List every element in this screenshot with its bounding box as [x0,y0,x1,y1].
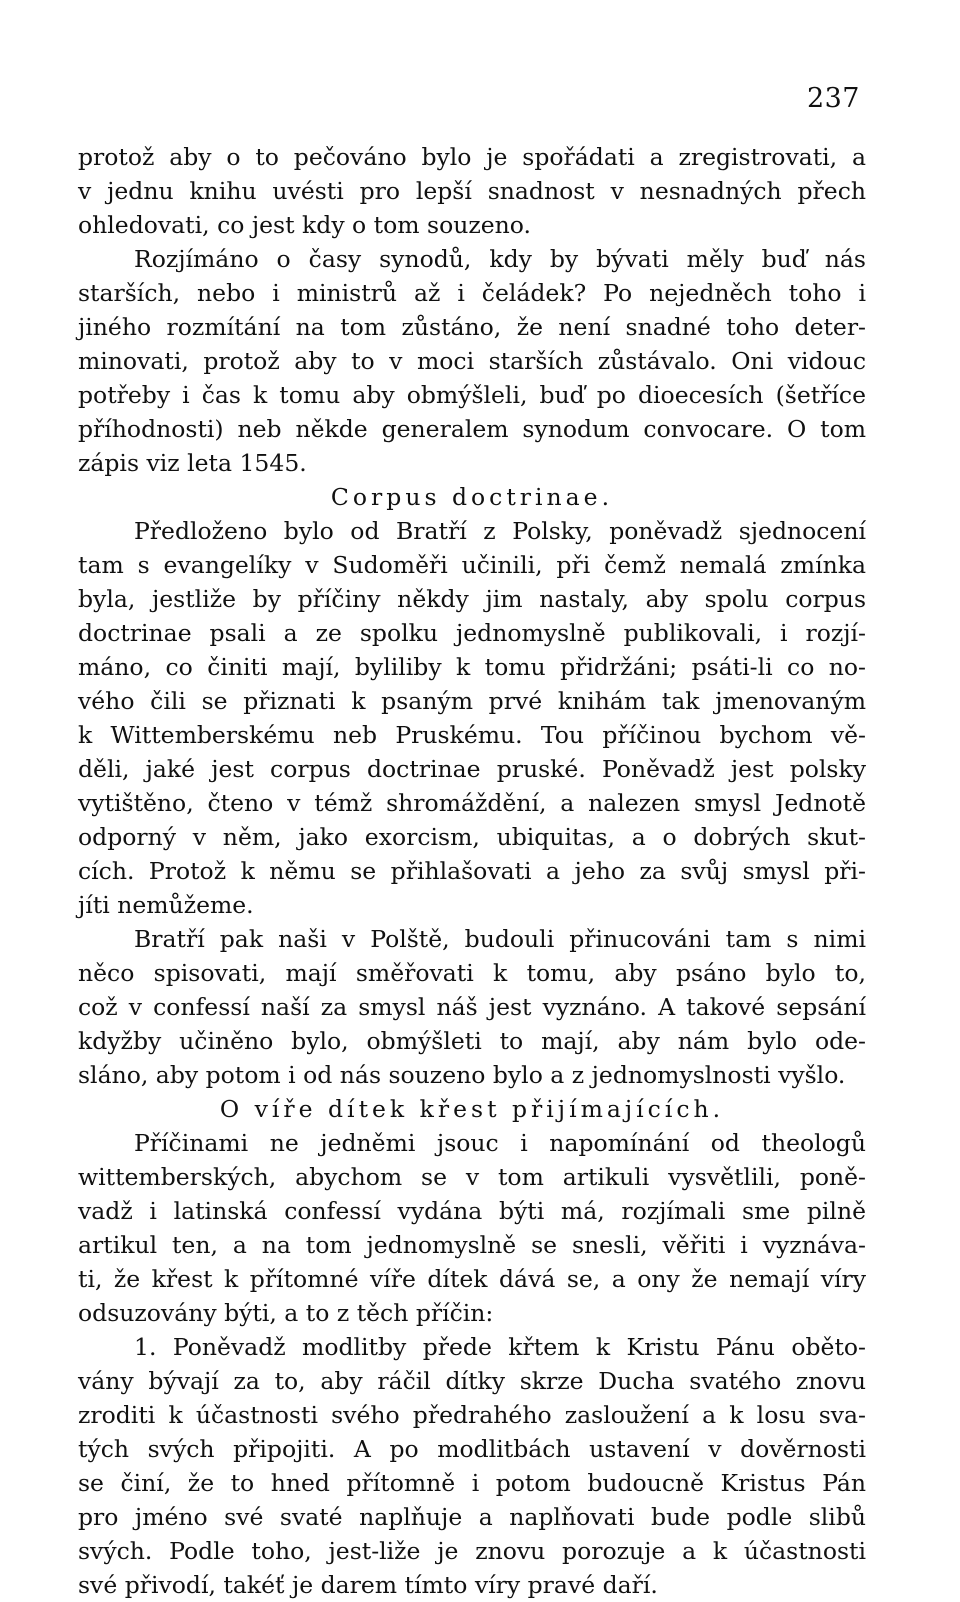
text-line: odsuzovány býti, a to z těch příčin: [78,1299,494,1327]
text-line: zroditi k účastnosti svého předrahého zasloužení a k losu sva- [78,1401,866,1429]
text-line: což v confessí naší za smysl náš jest vyznáno. A takové sepsání [78,993,866,1021]
text-line: wittemberských, abychom se v tom artikuli vysvětlili, poně- [78,1163,866,1191]
text-line: se činí, že to hned přítomně i potom budoucně Kristus Pán [78,1469,866,1497]
text-line: vytištěno, čteno v témž shromáždění, a nalezen smysl Jednotě [78,789,866,817]
text-line: sláno, aby potom i od nás souzeno bylo a z jednomyslnosti vyšlo. [78,1061,846,1089]
text-line: vého čili se přiznati k psaným prvé knihám tak jmenovaným [78,687,866,715]
text-line: máno, co činiti mají, byliliby k tomu přidržáni; psáti-li co no- [78,653,866,681]
text-line: v jednu knihu uvésti pro lepší snadnost v nesnadných přech [78,177,866,205]
text-line: příhodnosti) neb někde generalem synodum convocare. O tom [78,415,866,443]
text-line: odporný v něm, jako exorcism, ubiquitas, a o dobrých skut- [78,823,866,851]
text-line: tých svých připojiti. A po modlitbách ustavení v dověrnosti [78,1435,866,1463]
text-line: Příčinami ne jedněmi jsouc i napomínání od theologů [134,1129,866,1157]
text-line: jíti nemůžeme. [78,891,254,919]
text-line: vadž i latinská confessí vydána býti má, rozjímali sme pilně [78,1197,866,1225]
text-line: pro jméno své svaté naplňuje a naplňovati bude podle slibů [78,1503,866,1531]
text-line: zápis viz leta 1545. [78,449,307,477]
text-line: artikul ten, a na tom jednomyslně se snesli, věřiti i vyznáva- [78,1231,866,1259]
paragraph-corpus-doctrinae [78,514,866,922]
paragraph-brethren-poland [78,922,866,1092]
section-heading-infant-faith: O víře dítek křest přijímajících. [219,1095,725,1123]
paragraph-point-one [78,1330,866,1602]
paragraph-synods [78,242,866,480]
text-line: minovati, protož aby to v moci starších zůstávalo. Oni vidouc [78,347,866,375]
text-line: vány bývají za to, aby ráčil dítky skrze Ducha svatého znovu [78,1367,866,1395]
paragraph-continuation [78,140,866,242]
text-line: ohledovati, co jest kdy o tom souzeno. [78,211,531,239]
text-line: Bratří pak naši v Polště, budouli přinucováni tam s nimi [134,925,866,953]
text-line: ti, že křest k přítomné víře dítek dává se, a ony že nemají víry [78,1265,866,1293]
text-line: své přivodí, takéť je darem tímto víry pravé daří. [78,1571,658,1599]
text-line: 1. Poněvadž modlitby přede křtem k Kristu Pánu obětо- [134,1333,866,1361]
text-line: kdyžby učiněno bylo, obmýšleti to mají, aby nám bylo ode- [78,1027,866,1055]
page-number: 237 [806,83,860,114]
body-text [78,140,866,1602]
text-line: něco spisovati, mají směřovati k tomu, aby psáno bylo to, [78,959,866,987]
paragraph-reasons [78,1126,866,1330]
text-line: byla, jestliže by příčiny někdy jim nastaly, aby spolu corpus [78,585,866,613]
text-line: cích. Protož k němu se přihlašovati a jeho za svůj smysl při- [78,857,866,885]
text-line: děli, jaké jest corpus doctrinae pruské. Poněvadž jest polsky [78,755,866,783]
text-line: protož aby o to pečováno bylo je spořádati a zregistrovati, a [78,143,866,171]
text-line: tam s evangelíky v Sudoměři učinili, při čemž nemalá zmínka [78,551,866,579]
text-line: k Wittemberskému neb Pruskému. Tou příčinou bychom vě- [78,721,866,749]
section-heading-corpus-doctrinae: Corpus doctrinae. [330,483,614,511]
text-line: doctrinae psali a ze spolku jednomyslně publikovali, i rozjí- [78,619,866,647]
text-line: Předloženo bylo od Bratří z Polsky, poněvadž sjednocení [134,517,866,545]
text-line: Rozjímáno o časy synodů, kdy by bývati měly buď nás [134,245,866,273]
text-line: svých. Podle toho, jest-liže je znovu porozuje a k účastnosti [78,1537,866,1565]
text-line: jiného rozmítání na tom zůstáno, že není snadné toho deter- [78,313,866,341]
text-line: starších, nebo i ministrů až i čeládek? Po nejedněch toho i [78,279,866,307]
text-line: potřeby i čas k tomu aby obmýšleli, buď po dioecesích (šetříce [78,381,866,409]
